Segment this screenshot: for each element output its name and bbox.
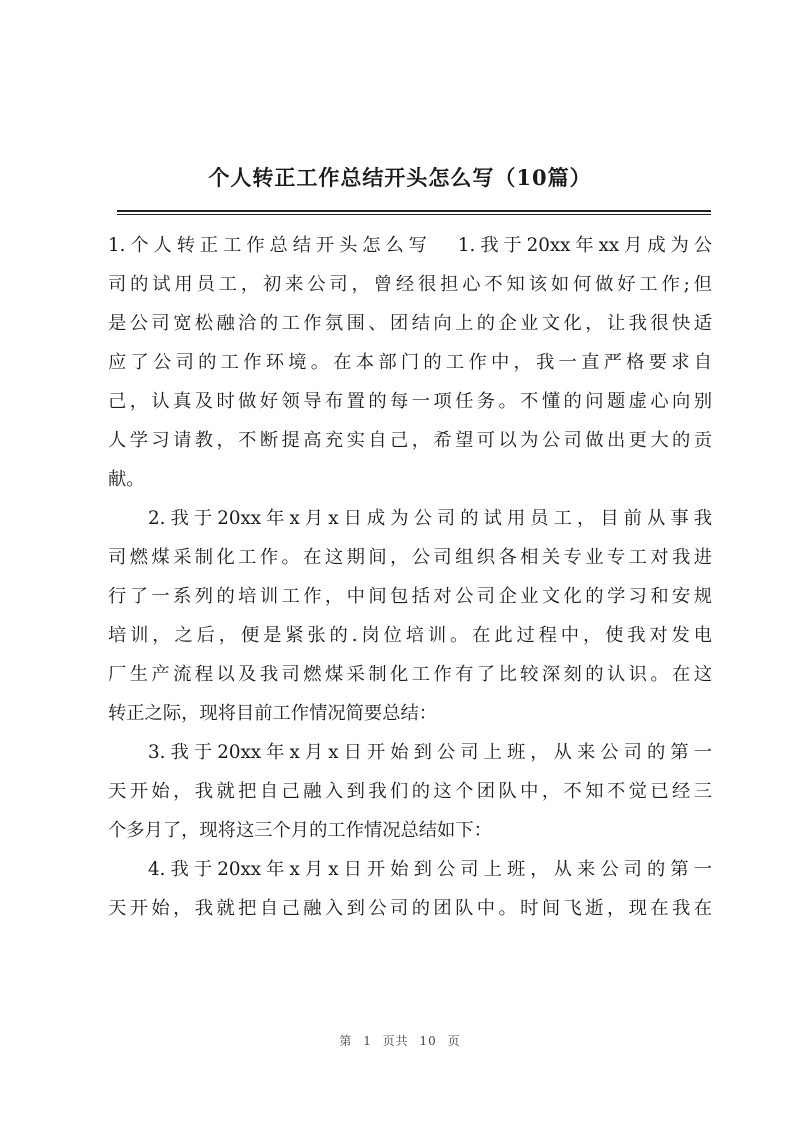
title-divider-thick <box>117 210 711 212</box>
paragraph-2-line-1: 2.我于20xx年x月x日成为公司的试用员工，目前从事我 <box>148 508 712 529</box>
paragraph-3-line-2: 天开始，我就把自己融入到我们的这个团队中，不知不觉已经三 <box>108 781 712 802</box>
paragraph-4-line-2: 天开始，我就把自己融入到公司的团队中。时间飞逝，现在我在 <box>108 898 712 919</box>
paragraph-1-line-6: 人学习请教，不断提高充实自己，希望可以为公司做出更大的贡 <box>108 430 712 451</box>
paragraph-4-line-1: 4.我于20xx年x月x日开始到公司上班，从来公司的第一 <box>148 859 712 880</box>
paragraph-2-line-5: 厂生产流程以及我司燃煤采制化工作有了比较深刻的认识。在这 <box>108 664 712 685</box>
section-heading: 1.个人转正工作总结开头怎么写 <box>108 235 432 256</box>
page-number-footer: 第 1 页共 10 页 <box>339 1034 461 1048</box>
paragraph-2-line-2: 司燃煤采制化工作。在这期间，公司组织各相关专业专工对我进 <box>108 547 712 568</box>
paragraph-2-line-6: 转正之际，现将目前工作情况简要总结： <box>108 703 438 724</box>
paragraph-2-line-3: 行了一系列的培训工作，中间包括对公司企业文化的学习和安规 <box>108 586 712 607</box>
paragraph-3-line-1: 3.我于20xx年x月x日开始到公司上班，从来公司的第一 <box>148 742 712 763</box>
document-title: 个人转正工作总结开头怎么写（10篇） <box>208 165 592 190</box>
paragraph-1-line-2: 司的试用员工，初来公司，曾经很担心不知该如何做好工作;但 <box>108 274 712 295</box>
document-body <box>108 226 712 928</box>
paragraph-3-line-3: 个多月了，现将这三个月的工作情况总结如下： <box>108 820 492 841</box>
title-divider-thin <box>117 214 711 215</box>
paragraph-1-line-1 <box>108 226 712 265</box>
paragraph-1-line-5: 己，认真及时做好领导布置的每一项任务。不懂的问题虚心向别 <box>108 391 712 412</box>
paragraph-2-line-4: 培训，之后，便是紧张的.岗位培训。在此过程中，使我对发电 <box>108 625 712 646</box>
paragraph-text: 1.我于20xx年xx月成为公 <box>457 235 712 256</box>
paragraph-1-line-3: 是公司宽松融洽的工作氛围、团结向上的企业文化，让我很快适 <box>108 313 712 334</box>
paragraph-1-line-7: 献。 <box>108 469 145 490</box>
paragraph-1-line-4: 应了公司的工作环境。在本部门的工作中，我一直严格要求自 <box>108 352 712 373</box>
